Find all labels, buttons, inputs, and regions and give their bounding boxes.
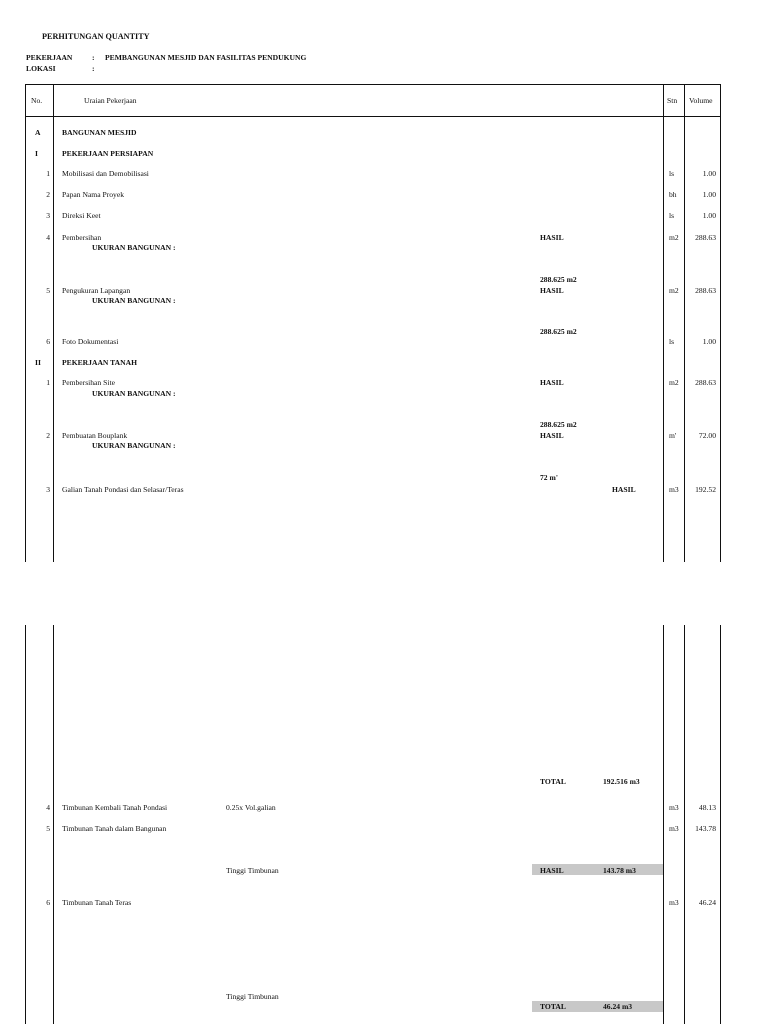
col-divider [684,84,685,562]
item-stn: ls [669,169,675,178]
group-title: PEKERJAAN TANAH [62,358,138,367]
item-stn: m3 [669,898,679,907]
col-divider [684,625,685,1024]
item-name: Pembersihan [62,233,102,242]
col-header-volume: Volume [689,96,713,105]
item-no: 3 [46,485,50,494]
ukuran-label: UKURAN BANGUNAN : [92,441,176,450]
col-divider [663,625,664,1024]
item-volume: 1.00 [702,337,716,346]
item-volume: 288.63 [695,378,716,387]
group-title: PEKERJAAN PERSIAPAN [62,149,154,158]
table-right-border [720,625,721,1024]
item-volume: 72.00 [698,431,716,440]
item-volume: 288.63 [695,286,716,295]
summary-value: 0.25x Vol.galian [226,803,276,812]
pekerjaan-colon: : [92,53,95,62]
item-name: Timbunan Tanah Teras [62,898,132,907]
item-volume: 46.24 [698,898,716,907]
item-no: 5 [46,824,50,833]
item-stn: bh [669,190,677,199]
item-stn: m2 [669,233,679,242]
summary-value: 288.625 m2 [540,327,577,336]
ukuran-label: UKURAN BANGUNAN : [92,296,176,305]
hasil-label: HASIL [540,378,564,387]
item-name: Pembuatan Bouplank [62,431,128,440]
hasil-label: HASIL [540,431,564,440]
col-header-no: No. [31,96,43,105]
hasil-label: HASIL [540,233,564,242]
item-stn: m3 [669,824,679,833]
table-left-border [25,625,26,1024]
tinggi-label: Tinggi Timbunan [226,992,279,1001]
group-code: I [35,149,38,158]
item-no: 3 [46,211,50,220]
tinggi-label: Tinggi Timbunan [226,866,279,875]
item-no: 5 [46,286,50,295]
item-stn: m' [669,431,677,440]
item-no: 1 [46,378,50,387]
item-volume: 1.00 [702,211,716,220]
item-name: Mobilisasi dan Demobilisasi [62,169,149,178]
item-volume: 48.13 [698,803,716,812]
item-no: 6 [46,898,50,907]
item-name: Pembersihan Site [62,378,115,387]
item-no: 6 [46,337,50,346]
item-volume: 1.00 [702,169,716,178]
section-code: A [35,128,41,137]
item-name: Papan Nama Proyek [62,190,124,199]
item-name: Timbunan Tanah dalam Bangunan [62,824,167,833]
item-name: Foto Dokumentasi [62,337,119,346]
item-stn: m3 [669,803,679,812]
item-stn: m2 [669,378,679,387]
hasil-label: HASIL [540,286,564,295]
col-header-stn: Stn [667,96,678,105]
table-right-border [720,84,721,562]
lokasi-label: LOKASI [26,64,56,73]
group-code: II [35,358,41,367]
item-no: 2 [46,431,50,440]
item-stn: m3 [669,485,679,494]
item-no: 4 [46,233,50,242]
ukuran-label: UKURAN BANGUNAN : [92,243,176,252]
item-no: 2 [46,190,50,199]
summary-value: 288.625 m2 [540,420,577,429]
ukuran-label: UKURAN BANGUNAN : [92,389,176,398]
pekerjaan-value: PEMBANGUNAN MESJID DAN FASILITAS PENDUKUNG [105,53,307,62]
item-volume: 192.52 [695,485,716,494]
total-label: TOTAL [540,777,566,786]
item-volume: 1.00 [702,190,716,199]
page-title: PERHITUNGAN QUANTITY [42,32,150,41]
item-volume: 143.78 [695,824,716,833]
table-left-border [25,84,26,562]
col-divider [53,84,54,562]
item-stn: ls [669,337,675,346]
summary-value: 192.516 m3 [603,777,640,786]
hasil-label: HASIL [540,866,564,875]
total-label: TOTAL [540,1002,566,1011]
summary-value: 72 m' [540,473,558,482]
lokasi-colon: : [92,64,95,73]
pekerjaan-label: PEKERJAAN [26,53,73,62]
col-divider [663,84,664,562]
section-title: BANGUNAN MESJID [62,128,137,137]
item-no: 4 [46,803,50,812]
item-name: Pengukuran Lapangan [62,286,131,295]
item-name: Galian Tanah Pondasi dan Selasar/Teras [62,485,184,494]
item-name: Timbunan Kembali Tanah Pondasi [62,803,168,812]
hasil-label: HASIL [612,485,636,494]
col-divider [53,625,54,1024]
item-volume: 288.63 [695,233,716,242]
table-top-border [25,84,720,85]
col-header-uraian: Uraian Pekerjaan [84,96,137,105]
summary-value: 143.78 m3 [603,866,636,875]
summary-value: 46.24 m3 [603,1002,633,1011]
header-bottom-border [25,116,720,117]
item-no: 1 [46,169,50,178]
summary-value: 288.625 m2 [540,275,577,284]
item-stn: m2 [669,286,679,295]
item-name: Direksi Keet [62,211,101,220]
item-stn: ls [669,211,675,220]
